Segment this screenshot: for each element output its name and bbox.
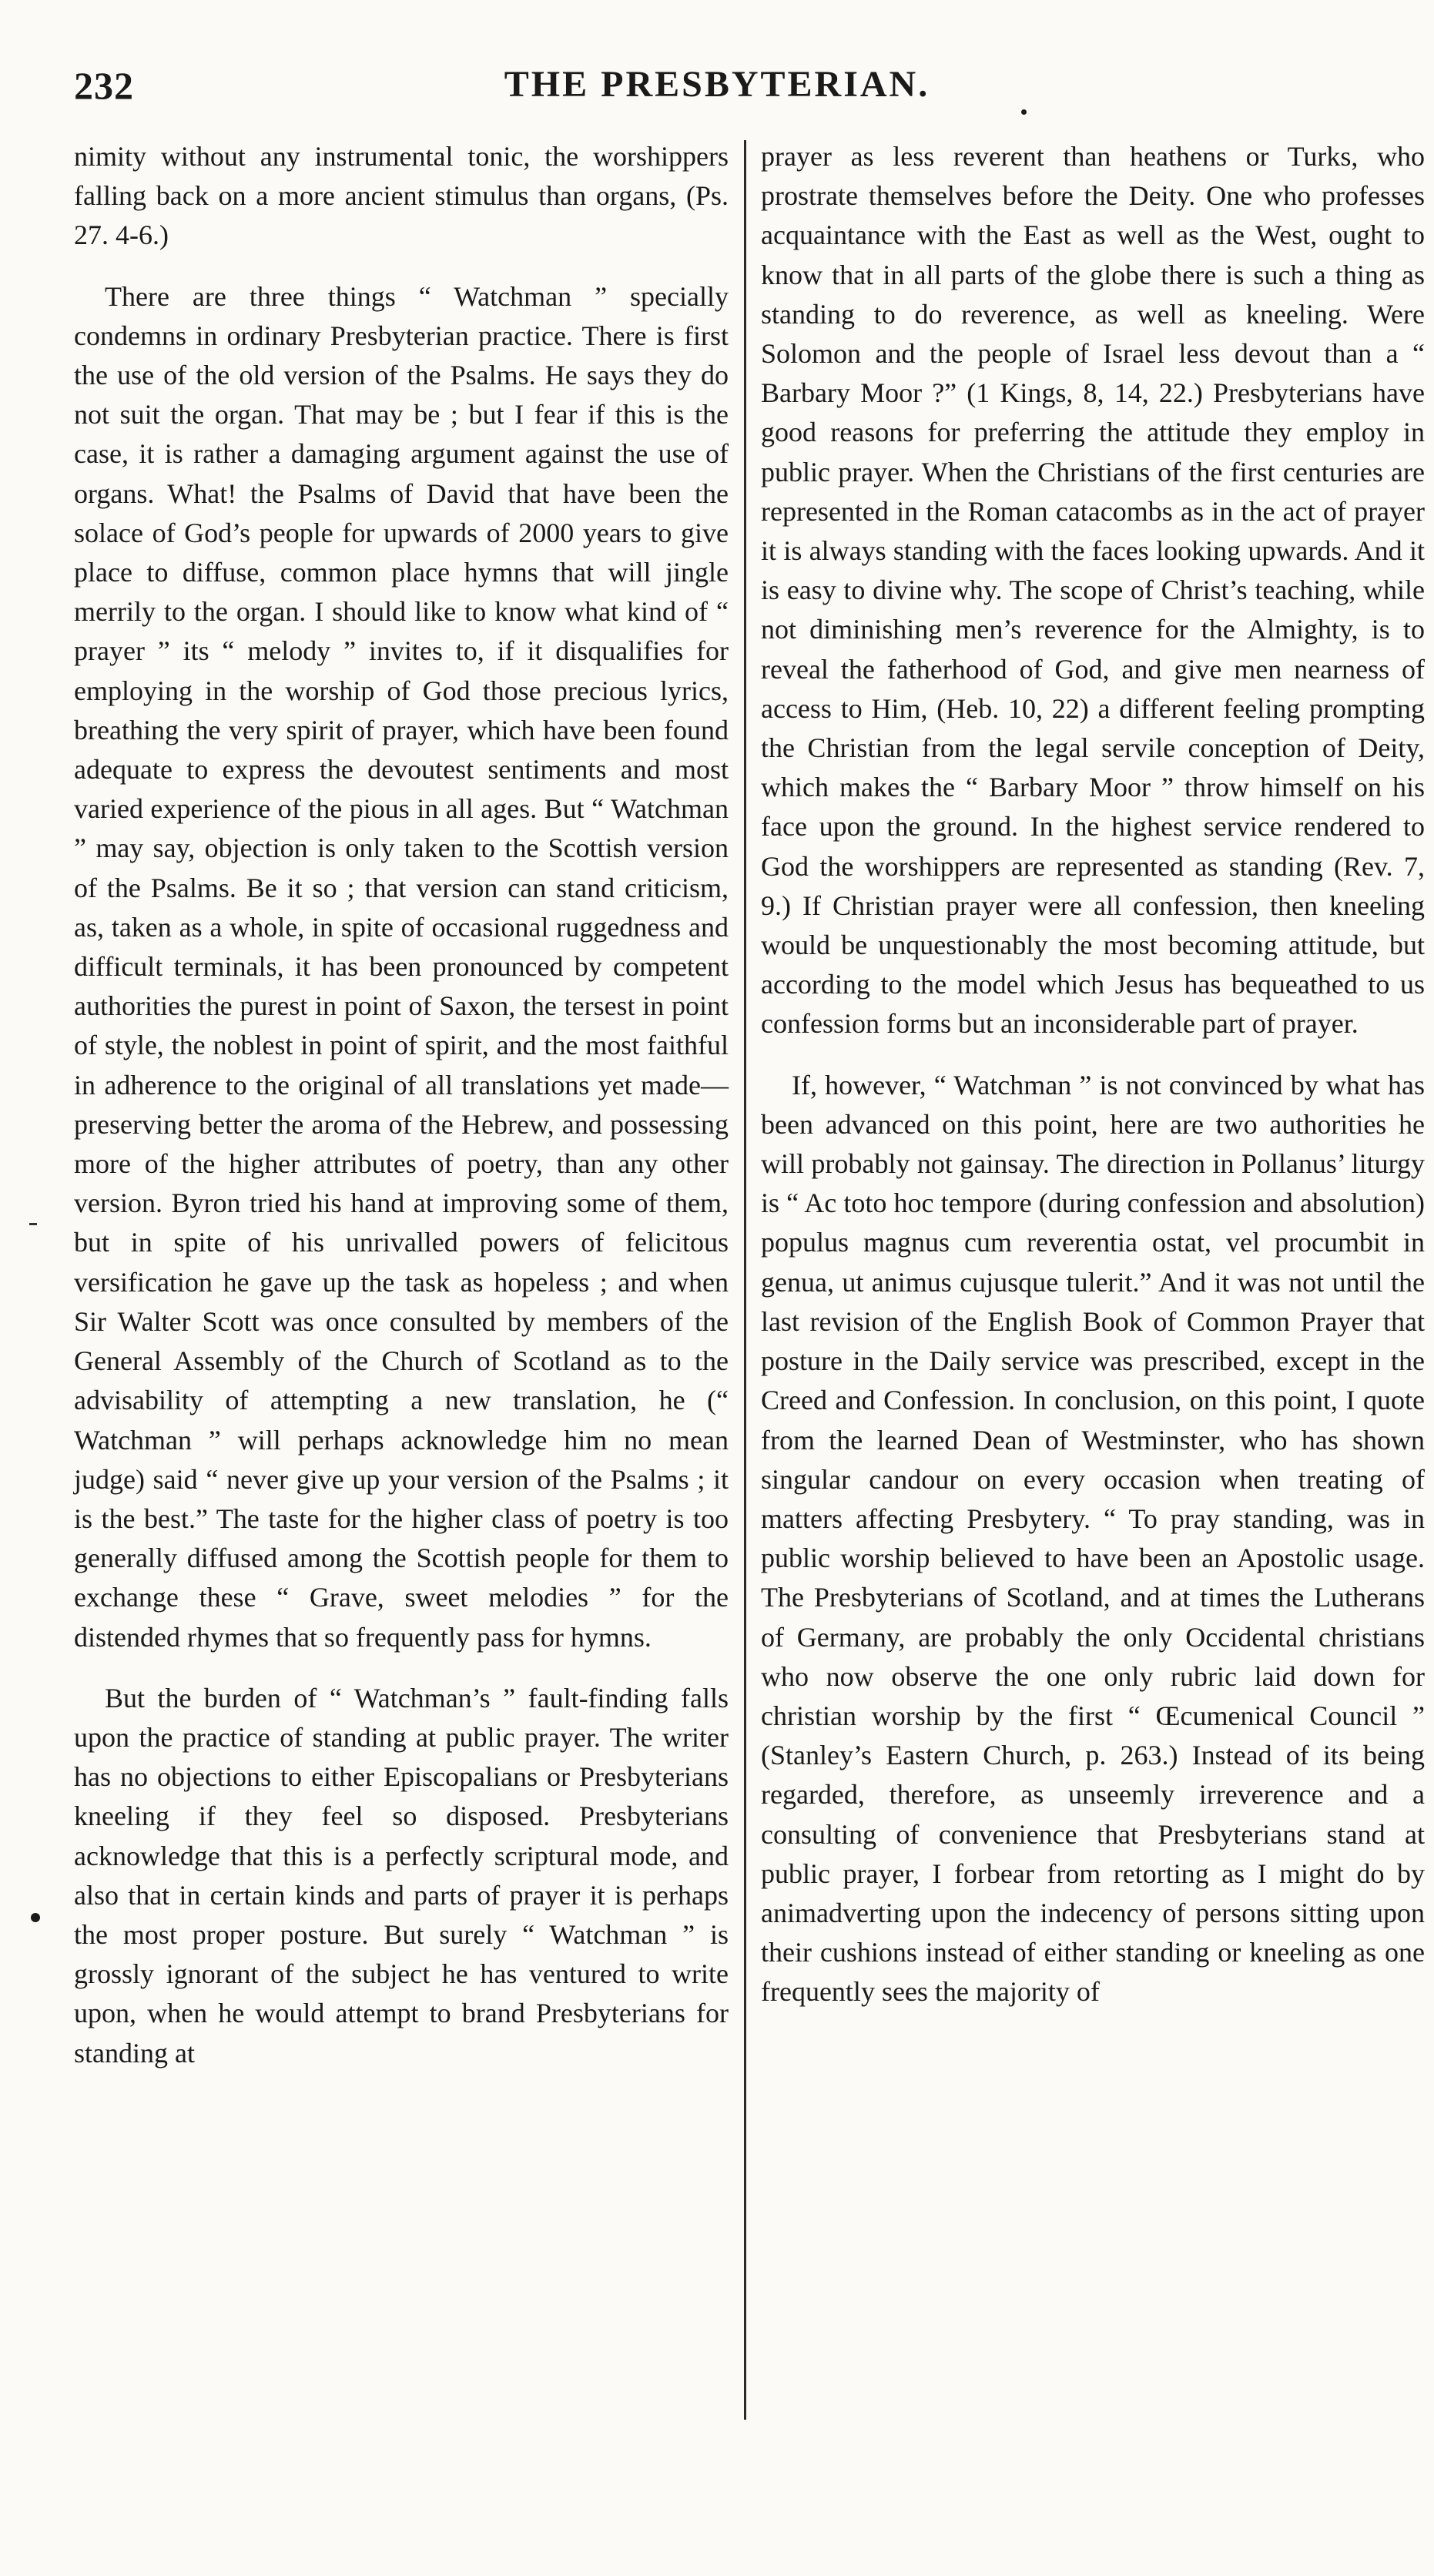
column-divider: [744, 140, 746, 2420]
running-title: THE PRESBYTERIAN.: [504, 64, 930, 105]
paragraph: There are three things “ Watchman ” specially condemns in ordinary Presbyterian practice. There is first the use of the old version of the Psalms. He says they do not suit the organ. That may be ; but I fear if this is the case, it is rather a damaging argument against the use of organs. What! the Psalms of David that have been the solace of God’s people for upwards of 2000 years to give place to diffuse, common place hymns that will jingle merrily to the organ. I should like to know what kind of “ prayer ” its “ melody ” invites to, if it disqualifies for employing in the worship of God those precious lyrics, breathing the very spirit of prayer, which have been found adequate to express the devoutest sentiments and most varied experience of the pious in all ages. But “ Watchman ” may say, objection is only taken to the Scottish version of the Psalms. Be it so ; that version can stand criticism, as, taken as a whole, in spite of occasional ruggedness and difficult terminals, it has been pronounced by competent authorities the purest in point of Saxon, the tersest in point of style, the noblest in point of spirit, and the most faithful in adherence to the original of all translations yet made—preserving better the aroma of the Hebrew, and possessing more of the higher attributes of poetry, than any other version. Byron tried his hand at improving some of them, but in spite of his unrivalled powers of felicitous versification he gave up the task as hopeless ; and when Sir Walter Scott was once consulted by members of the General Assembly of the Church of Scotland as to the advisability of attempting a new translation, he (“ Watchman ” will perhaps acknowledge him no mean judge) said “ never give up your version of the Psalms ; it is the best.” The taste for the higher class of poetry is too generally diffused among the Scottish people for them to exchange these “ Grave, sweet melodies ” for the distended rhymes that so frequently pass for hymns.: [74, 280, 729, 1653]
paragraph: nimity without any instrumental tonic, the worshippers falling back on a more ancient stimulus than organs, (Ps. 27. 4-6.): [74, 141, 729, 251]
right-column: [761, 137, 1425, 2034]
ink-speck: [1021, 109, 1027, 115]
page-header: [74, 63, 1360, 117]
left-column: [74, 137, 729, 2095]
ink-speck: [31, 1913, 40, 1922]
paragraph: prayer as less reverent than heathens or Turks, who prostrate themselves before the Deity. One who professes acquaintance with the East as well as the West, ought to know that in all parts of the globe there is such a thing as standing to do reverence, as well as kneeling. Were Solomon and the people of Israel less devout than a “ Barbary Moor ?” (1 Kings, 8, 14, 22.) Presbyterians have good reasons for preferring the attitude they employ in public prayer. When the Christians of the first centuries are represented in the Roman catacombs as in the act of prayer it is always standing with the faces looking upwards. And it is easy to divine why. The scope of Christ’s teaching, while not diminishing men’s reverence for the Almighty, is to reveal the fatherhood of God, and give men nearness of access to Him, (Heb. 10, 22) a different feeling prompting the Christian from the legal servile conception of Deity, which makes the “ Barbary Moor ” throw himself on his face upon the ground. In the highest service rendered to God the worshippers are represented as standing (Rev. 7, 9.) If Christian prayer were all confession, then kneeling would be unquestionably the most becoming attitude, but according to the model which Jesus has bequeathed to us confession forms but an inconsiderable part of prayer.: [761, 141, 1425, 1040]
paragraph: But the burden of “ Watchman’s ” fault-finding falls upon the practice of standing at public prayer. The writer has no objections to either Episcopalians or Presbyterians kneeling if they feel so disposed. Presbyterians acknowledge that this is a perfectly scriptural mode, and also that in certain kinds and parts of prayer it is perhaps the most proper posture. But surely “ Watchman ” is grossly ignorant of the subject he has ventured to write upon, when he would attempt to brand Presbyterians for standing at: [74, 1682, 729, 2069]
page-number: 232: [74, 64, 134, 107]
paragraph: If, however, “ Watchman ” is not convinced by what has been advanced on this point, here are two authorities he will probably not gainsay. The direction in Pollanus’ liturgy is “ Ac toto hoc tempore (during confession and absolution) populus magnus cum reverentia ostat, vel procumbit in genua, ut animus cujusque tulerit.” And it was not until the last revision of the English Book of Common Prayer that posture in the Daily service was prescribed, except in the Creed and Confession. In conclusion, on this point, I quote from the learned Dean of Westminster, who has shown singular candour on every occasion when treating of matters affecting Presbytery. “ To pray standing, was in public worship believed to have been an Apostolic usage. The Presbyterians of Scotland, and at times the Lutherans of Germany, are probably the only Occidental christians who now observe the one only rubric laid down for christian worship by the first “ Œcumenical Council ” (Stanley’s Eastern Church, p. 263.) Instead of its being regarded, therefore, as unseemly irreverence and a consulting of convenience that Presbyterians stand at public prayer, I forbear from retorting as I might do by animadverting upon the indecency of persons sitting upon their cushions instead of either standing or kneeling as one frequently sees the majority of: [761, 1069, 1425, 2008]
ink-speck: [29, 1223, 37, 1225]
